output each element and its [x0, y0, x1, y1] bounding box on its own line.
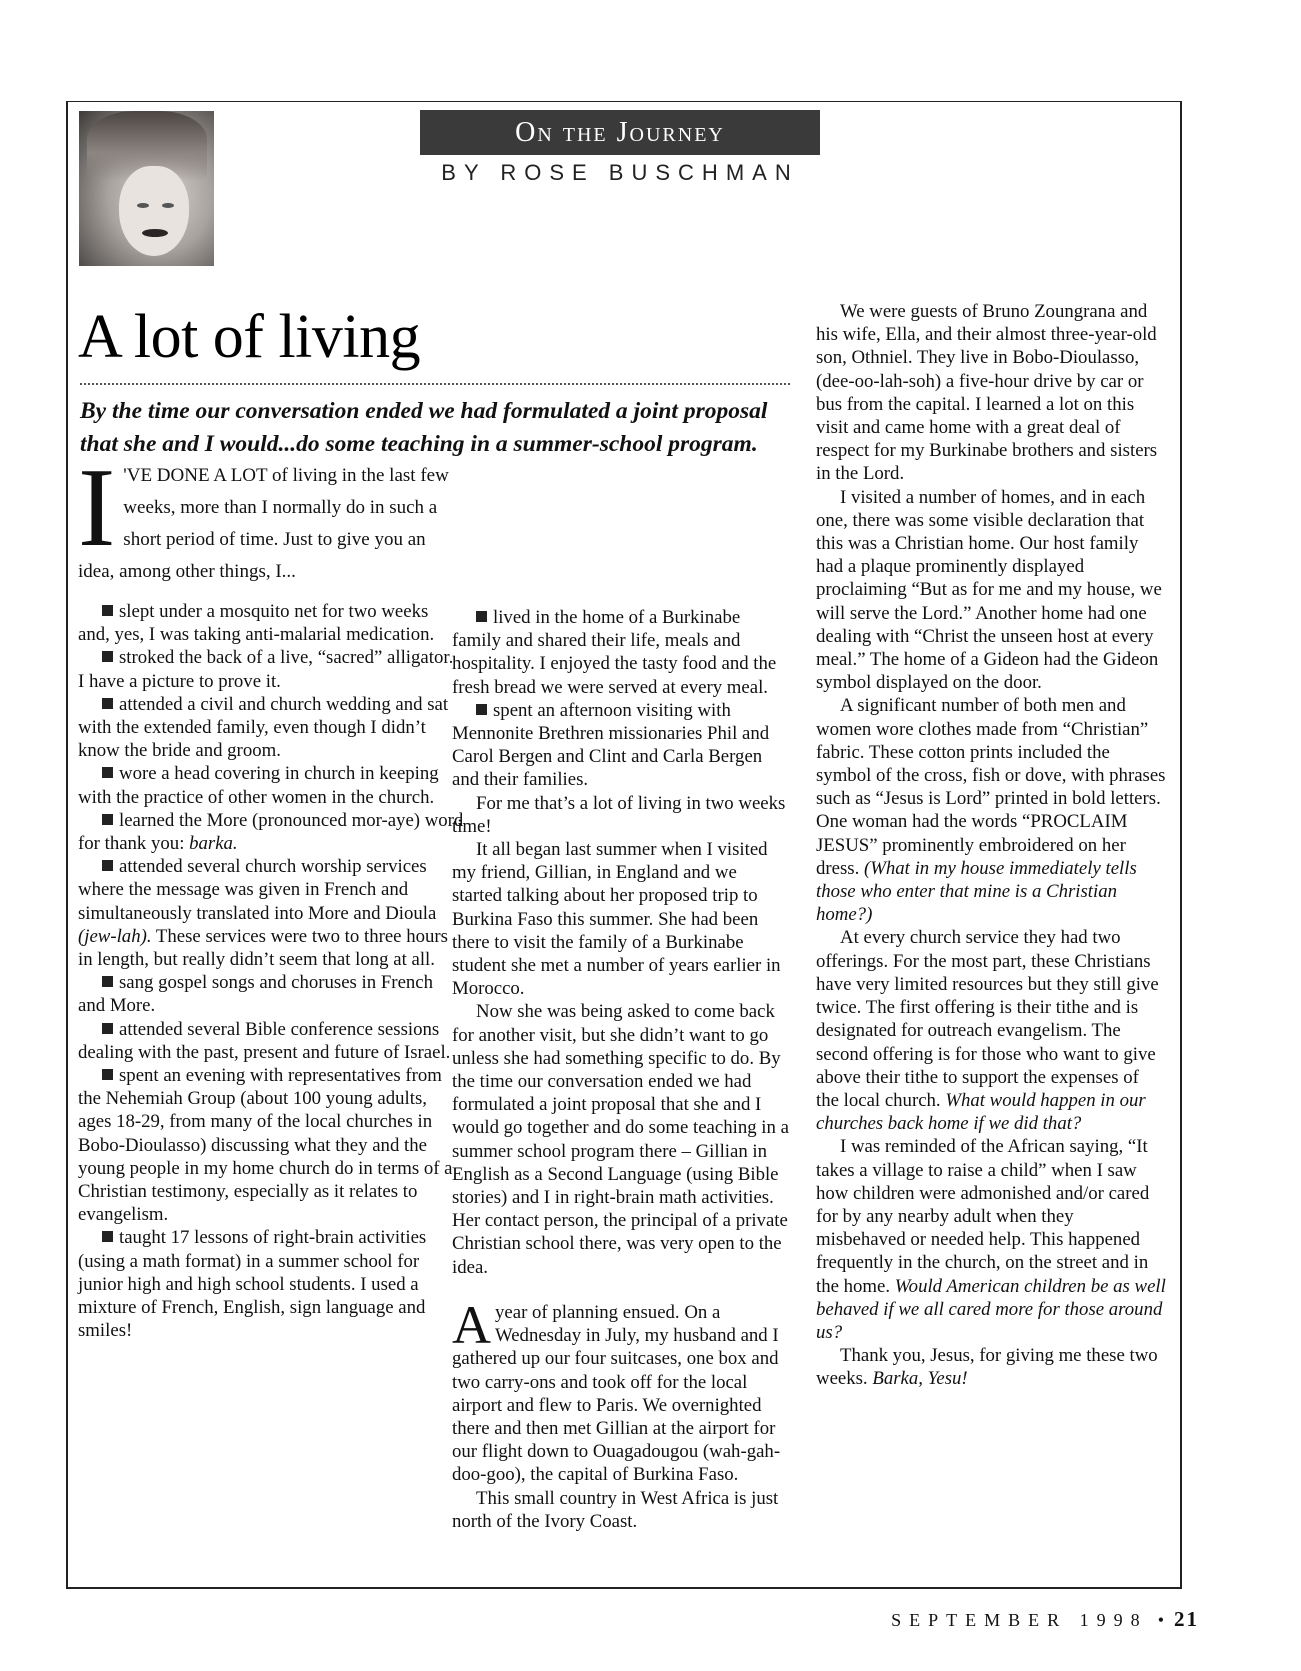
page-footer	[891, 1607, 1199, 1632]
list-item: stroked the back of a live, “sacred” alligator. I have a picture to prove it.	[78, 647, 454, 692]
column-2	[452, 606, 790, 1533]
column-3	[816, 300, 1166, 1391]
square-bullet-icon	[102, 1231, 113, 1242]
body-paragraph: At every church service they had two offerings. For the most part, these Christians have very limited resources but they still give twice. The first offering is their tithe and is designated for outreach evangelism. The second offering is for those who want to give above their tithe to support the expenses of the local church. What would happen in our churches back home if we did that?	[816, 927, 1159, 1135]
square-bullet-icon	[102, 651, 113, 662]
author-photo	[79, 111, 214, 266]
list-item: spent an evening with representatives from the Nehemiah Group (about 100 young adults, ages 18-29, from many of the local churches in Bobo-Dioulasso) discussing what they and the young people in my home church do in terms of a Christian testimony, especially as it relates to evangelism.	[78, 1065, 453, 1226]
square-bullet-icon	[102, 814, 113, 825]
separator-dot: •	[1157, 1610, 1164, 1630]
body-paragraph: I visited a number of homes, and in each one, there was some visible declaration that this was a Christian home. Our host family had a plaque prominently displayed proclaiming “But as for me and my house, we will serve the Lord.” Another home had one dealing with “Christ the unseen host at every meal.” The home of a Gideon had the Gideon symbol displayed on the door.	[816, 486, 1162, 694]
deck-pull-quote: By the time our conversation ended we had formulated a joint proposal that she and I would...do some teaching in a summer-school program.	[80, 398, 768, 457]
body-paragraph: I was reminded of the African saying, “It takes a village to raise a child” when I saw how children were admonished and/or cared for by any nearby adult when they misbehaved or needed help. This happened frequently in the church, on the street and in the home. Would American children be as well behaved if we all cared more for those around us?	[816, 1136, 1166, 1343]
drop-cap: A	[452, 1294, 491, 1355]
headline: A lot of living	[78, 303, 421, 371]
square-bullet-icon	[102, 1069, 113, 1080]
square-bullet-icon	[476, 611, 487, 622]
square-bullet-icon	[102, 698, 113, 709]
list-item: slept under a mosquito net for two weeks and, yes, I was taking anti-malarial medication.	[78, 601, 435, 646]
square-bullet-icon	[102, 605, 113, 616]
column-1	[78, 446, 464, 1343]
dotted-divider	[80, 383, 790, 385]
list-item: learned the More (pronounced mor-aye) word for thank you: barka.	[78, 809, 464, 855]
square-bullet-icon	[102, 860, 113, 871]
body-paragraph: For me that’s a lot of living in two weeks time!	[452, 792, 786, 837]
square-bullet-icon	[102, 767, 113, 778]
list-item: spent an afternoon visiting with Mennonite Brethren missionaries Phil and Carol Bergen and Clint and Carla Bergen and their families.	[452, 699, 770, 791]
drop-cap: I	[78, 446, 116, 570]
list-item: lived in the home of a Burkinabe family and shared their life, meals and hospitality. I enjoyed the tasty food and the fresh bread we were served at every meal.	[452, 607, 777, 698]
column-title-banner: On the Journey	[420, 110, 820, 155]
lead-paragraph: I 'VE DONE A LOT of living in the last few weeks, more than I normally do in such a short period of time. Just to give you an idea, among other things, I...	[78, 446, 449, 582]
page-number: 21	[1174, 1607, 1199, 1631]
body-paragraph: Now she was being asked to come back for another visit, but she didn’t want to go unless she had something specific to do. By the time our conversation ended we had formulated a joint proposal that she and I would go together and do some teaching in a summer school program there – Gillian in English as a Second Language (using Bible stories) and I in right-brain math activities. Her contact person, the principal of a private Christian school there, was very open to the idea.	[452, 1001, 789, 1278]
list-item: sang gospel songs and choruses in French and More.	[78, 972, 434, 1017]
list-item: wore a head covering in church in keeping with the practice of other women in the church.	[78, 763, 439, 808]
issue-date: SEPTEMBER 1998	[891, 1610, 1148, 1630]
list-item: attended several church worship services where the message was given in French and simultaneously translated into More and Dioula (jew-lah). These services were two to three hours in length, but really didn’t seem that long at all.	[78, 856, 448, 971]
body-paragraph: A significant number of both men and women wore clothes made from “Christian” fabric. These cotton prints included the symbol of the cross, fish or dove, with phrases such as “Jesus is Lord” printed in bold letters. One woman had the words “PROCLAIM JESUS” prominently embroidered on her dress. (What in my house immediately tells those who enter that mine is a Christian home?)	[816, 695, 1166, 926]
square-bullet-icon	[102, 976, 113, 987]
list-item: attended a civil and church wedding and sat with the extended family, even though I didn’t know the bride and groom.	[78, 693, 449, 762]
body-paragraph: This small country in West Africa is just north of the Ivory Coast.	[452, 1487, 779, 1532]
body-paragraph: It all began last summer when I visited my friend, Gillian, in England and we started talking about her proposed trip to Burkina Faso this summer. She had been there to visit the family of a Burkinabe student she met a number of years earlier in Morocco.	[452, 839, 781, 1000]
list-item: attended several Bible conference sessions dealing with the past, present and future of Israel.	[78, 1018, 451, 1063]
body-paragraph: We were guests of Bruno Zoungrana and his wife, Ella, and their almost three-year-old son, Othniel. They live in Bobo-Dioulasso, (dee-oo-lah-soh) a five-hour drive by car or bus from the capital. I learned a lot on this visit and came home with a great deal of respect for my Burkinabe brothers and sisters in the Lord.	[816, 301, 1158, 485]
square-bullet-icon	[476, 704, 487, 715]
list-item: taught 17 lessons of right-brain activities (using a math format) in a summer school for junior high and high school students. I used a mixture of French, English, sign language and smiles!	[78, 1227, 427, 1342]
square-bullet-icon	[102, 1023, 113, 1034]
body-paragraph: Ayear of planning ensued. On a Wednesday in July, my husband and I gathered up our four suitcases, one box and two carry-ons and took off for the local airport and flew to Paris. We overnighted there and then met Gillian at the airport for our flight down to Ouagadougou (wah-gah-doo-goo), the capital of Burkina Faso.	[452, 1294, 781, 1486]
byline: BY ROSE BUSCHMAN	[441, 160, 799, 185]
body-paragraph: Thank you, Jesus, for giving me these two weeks. Barka, Yesu!	[816, 1345, 1158, 1390]
